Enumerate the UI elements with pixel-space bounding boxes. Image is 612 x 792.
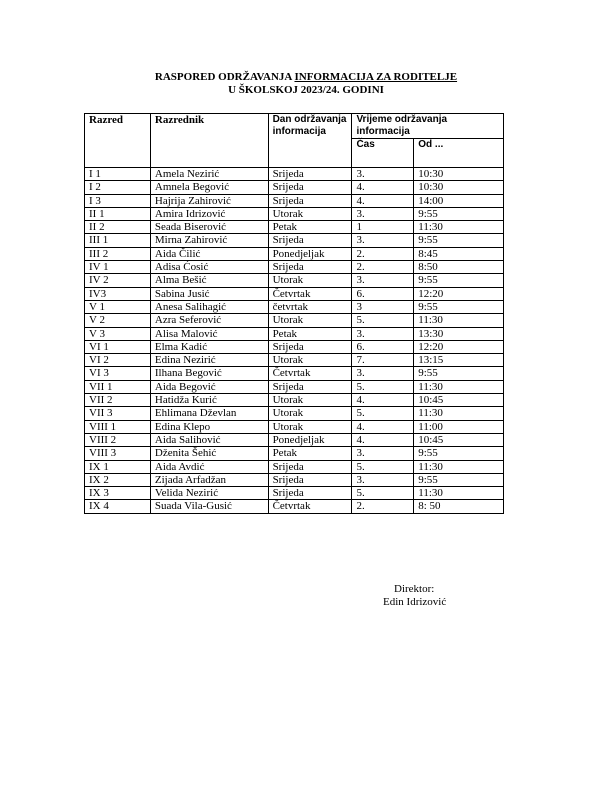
cell-razred: VI 1: [85, 340, 151, 353]
cell-dan: Petak: [268, 221, 352, 234]
cell-dan: Četvrtak: [268, 287, 352, 300]
cell-od: 9:55: [414, 300, 504, 313]
cell-razrednik: Dženita Šehić: [150, 447, 268, 460]
cell-razrednik: Hatidža Kurić: [150, 394, 268, 407]
cell-razred: VII 2: [85, 394, 151, 407]
table-row: [85, 234, 504, 247]
cell-dan: Srijeda: [268, 460, 352, 473]
cell-od: 11:30: [414, 221, 504, 234]
cell-od: 10:30: [414, 168, 504, 181]
cell-cas: 4.: [352, 394, 414, 407]
cell-dan: Utorak: [268, 207, 352, 220]
cell-cas: 7.: [352, 354, 414, 367]
cell-razrednik: Alma Bešić: [150, 274, 268, 287]
cell-cas: 6.: [352, 287, 414, 300]
table-row: [85, 420, 504, 433]
table-row: [85, 340, 504, 353]
cell-cas: 3.: [352, 274, 414, 287]
cell-cas: 2.: [352, 247, 414, 260]
cell-dan: Utorak: [268, 407, 352, 420]
cell-razred: III 2: [85, 247, 151, 260]
cell-razrednik: Velida Nezirić: [150, 487, 268, 500]
cell-razred: V 3: [85, 327, 151, 340]
cell-od: 10:45: [414, 433, 504, 446]
cell-razrednik: Amela Nezirić: [150, 168, 268, 181]
cell-dan: Srijeda: [268, 194, 352, 207]
cell-dan: Četvrtak: [268, 367, 352, 380]
cell-od: 11:30: [414, 487, 504, 500]
table-row: [85, 367, 504, 380]
table-row: [85, 354, 504, 367]
cell-od: 9:55: [414, 274, 504, 287]
cell-cas: 3.: [352, 168, 414, 181]
signature-role: Direktor:: [394, 583, 435, 595]
cell-razrednik: Anesa Salihagić: [150, 300, 268, 313]
cell-od: 9:55: [414, 473, 504, 486]
cell-od: 12:20: [414, 340, 504, 353]
title-line-2: U ŠKOLSKOJ 2023/24. GODINI: [228, 84, 384, 96]
cell-dan: Srijeda: [268, 181, 352, 194]
cell-dan: Srijeda: [268, 473, 352, 486]
cell-razred: IV3: [85, 287, 151, 300]
cell-cas: 3.: [352, 367, 414, 380]
cell-razrednik: Aida Begović: [150, 380, 268, 393]
cell-od: 8: 50: [414, 500, 504, 513]
cell-cas: 5.: [352, 380, 414, 393]
cell-cas: 3.: [352, 327, 414, 340]
cell-od: 14:00: [414, 194, 504, 207]
table-row: [85, 460, 504, 473]
table-row: [85, 261, 504, 274]
cell-cas: 3.: [352, 207, 414, 220]
cell-od: 9:55: [414, 207, 504, 220]
cell-od: 8:45: [414, 247, 504, 260]
cell-razrednik: Ehlimana Dževlan: [150, 407, 268, 420]
cell-razrednik: Seada Biserović: [150, 221, 268, 234]
cell-razred: VI 3: [85, 367, 151, 380]
cell-razrednik: Suada Vila-Gusić: [150, 500, 268, 513]
table-row: [85, 274, 504, 287]
cell-dan: Srijeda: [268, 168, 352, 181]
cell-razred: VIII 1: [85, 420, 151, 433]
cell-razrednik: Alisa Malović: [150, 327, 268, 340]
cell-cas: 1: [352, 221, 414, 234]
cell-od: 11:00: [414, 420, 504, 433]
cell-razred: II 1: [85, 207, 151, 220]
cell-razrednik: Ilhana Begović: [150, 367, 268, 380]
cell-dan: Srijeda: [268, 487, 352, 500]
cell-cas: 6.: [352, 340, 414, 353]
table-row: [85, 487, 504, 500]
cell-razrednik: Aida Čilić: [150, 247, 268, 260]
table-row: [85, 433, 504, 446]
cell-razred: III 1: [85, 234, 151, 247]
table-row: [85, 407, 504, 420]
cell-razrednik: Aida Avdić: [150, 460, 268, 473]
table-row: [85, 300, 504, 313]
cell-razred: V 2: [85, 314, 151, 327]
cell-dan: Petak: [268, 447, 352, 460]
table-row: [85, 247, 504, 260]
cell-razrednik: Edina Klepo: [150, 420, 268, 433]
cell-od: 8:50: [414, 261, 504, 274]
schedule-table: [84, 113, 504, 514]
cell-razrednik: Hajrija Zahirović: [150, 194, 268, 207]
cell-razred: VIII 2: [85, 433, 151, 446]
cell-cas: 2.: [352, 500, 414, 513]
cell-od: 13:15: [414, 354, 504, 367]
header-cas: Čas: [352, 139, 414, 168]
table-row: [85, 500, 504, 513]
cell-dan: Srijeda: [268, 261, 352, 274]
cell-od: 9:55: [414, 234, 504, 247]
cell-od: 12:20: [414, 287, 504, 300]
table-row: [85, 447, 504, 460]
cell-cas: 3.: [352, 473, 414, 486]
signature-name: Edin Idrizović: [383, 596, 447, 608]
cell-od: 11:30: [414, 407, 504, 420]
cell-od: 11:30: [414, 460, 504, 473]
cell-dan: Ponedjeljak: [268, 433, 352, 446]
cell-dan: Četvrtak: [268, 500, 352, 513]
cell-dan: Ponedjeljak: [268, 247, 352, 260]
table-row: [85, 473, 504, 486]
cell-razred: II 2: [85, 221, 151, 234]
cell-razrednik: Mirna Zahirović: [150, 234, 268, 247]
cell-razred: IX 1: [85, 460, 151, 473]
table-row: [85, 287, 504, 300]
table-row: [85, 194, 504, 207]
cell-od: 10:30: [414, 181, 504, 194]
cell-cas: 3.: [352, 447, 414, 460]
header-dan: Dan održavanja informacija: [268, 114, 352, 168]
cell-dan: Utorak: [268, 354, 352, 367]
header-razrednik: Razrednik: [150, 114, 268, 168]
cell-cas: 4.: [352, 420, 414, 433]
cell-dan: Srijeda: [268, 234, 352, 247]
table-row: [85, 380, 504, 393]
cell-razred: VIII 3: [85, 447, 151, 460]
cell-razrednik: Aida Salihović: [150, 433, 268, 446]
cell-od: 11:30: [414, 314, 504, 327]
cell-razrednik: Sabina Jusić: [150, 287, 268, 300]
cell-cas: 4.: [352, 194, 414, 207]
cell-od: 9:55: [414, 367, 504, 380]
cell-dan: Srijeda: [268, 340, 352, 353]
table-row: [85, 181, 504, 194]
cell-razrednik: Azra Seferović: [150, 314, 268, 327]
cell-razrednik: Edina Nezirić: [150, 354, 268, 367]
cell-razrednik: Zijada Arfadžan: [150, 473, 268, 486]
cell-cas: 2.: [352, 261, 414, 274]
cell-razred: VII 1: [85, 380, 151, 393]
title-line-1: [0, 71, 612, 84]
table-row: [85, 207, 504, 220]
cell-razrednik: Elma Kadić: [150, 340, 268, 353]
cell-razred: V 1: [85, 300, 151, 313]
title-line-1-part-1: RASPORED ODRŽAVANJA: [154, 71, 295, 83]
cell-cas: 4.: [352, 181, 414, 194]
table-row: [85, 221, 504, 234]
table-row: [85, 327, 504, 340]
title-line-1-part-2: INFORMACIJA ZA RODITELJE: [294, 71, 458, 83]
cell-cas: 5.: [352, 314, 414, 327]
cell-dan: Srijeda: [268, 380, 352, 393]
document-title: [0, 71, 612, 97]
cell-cas: 5.: [352, 460, 414, 473]
cell-od: 10:45: [414, 394, 504, 407]
cell-cas: 3: [352, 300, 414, 313]
cell-razred: I 1: [85, 168, 151, 181]
header-od: Od ...: [414, 139, 504, 168]
schedule-rows: [85, 168, 504, 514]
table-row: [85, 168, 504, 181]
cell-razred: IX 4: [85, 500, 151, 513]
cell-dan: Utorak: [268, 394, 352, 407]
table-row: [85, 394, 504, 407]
header-vrijeme: Vrijeme održavanja informacija: [352, 114, 504, 139]
cell-od: 9:55: [414, 447, 504, 460]
cell-dan: Utorak: [268, 274, 352, 287]
cell-razred: VII 3: [85, 407, 151, 420]
cell-razrednik: Amira Idrizović: [150, 207, 268, 220]
cell-razrednik: Amnela Begović: [150, 181, 268, 194]
cell-razred: IX 3: [85, 487, 151, 500]
cell-od: 13:30: [414, 327, 504, 340]
cell-od: 11:30: [414, 380, 504, 393]
cell-dan: Utorak: [268, 314, 352, 327]
cell-dan: Utorak: [268, 420, 352, 433]
cell-dan: četvrtak: [268, 300, 352, 313]
cell-razrednik: Adisa Ćosić: [150, 261, 268, 274]
cell-cas: 3.: [352, 234, 414, 247]
cell-dan: Petak: [268, 327, 352, 340]
cell-razred: IV 1: [85, 261, 151, 274]
header-razred: Razred: [85, 114, 151, 168]
cell-cas: 4.: [352, 433, 414, 446]
cell-razred: IV 2: [85, 274, 151, 287]
cell-razred: IX 2: [85, 473, 151, 486]
cell-razred: I 3: [85, 194, 151, 207]
cell-razred: I 2: [85, 181, 151, 194]
cell-razred: VI 2: [85, 354, 151, 367]
cell-cas: 5.: [352, 487, 414, 500]
table-row: [85, 314, 504, 327]
cell-cas: 5.: [352, 407, 414, 420]
